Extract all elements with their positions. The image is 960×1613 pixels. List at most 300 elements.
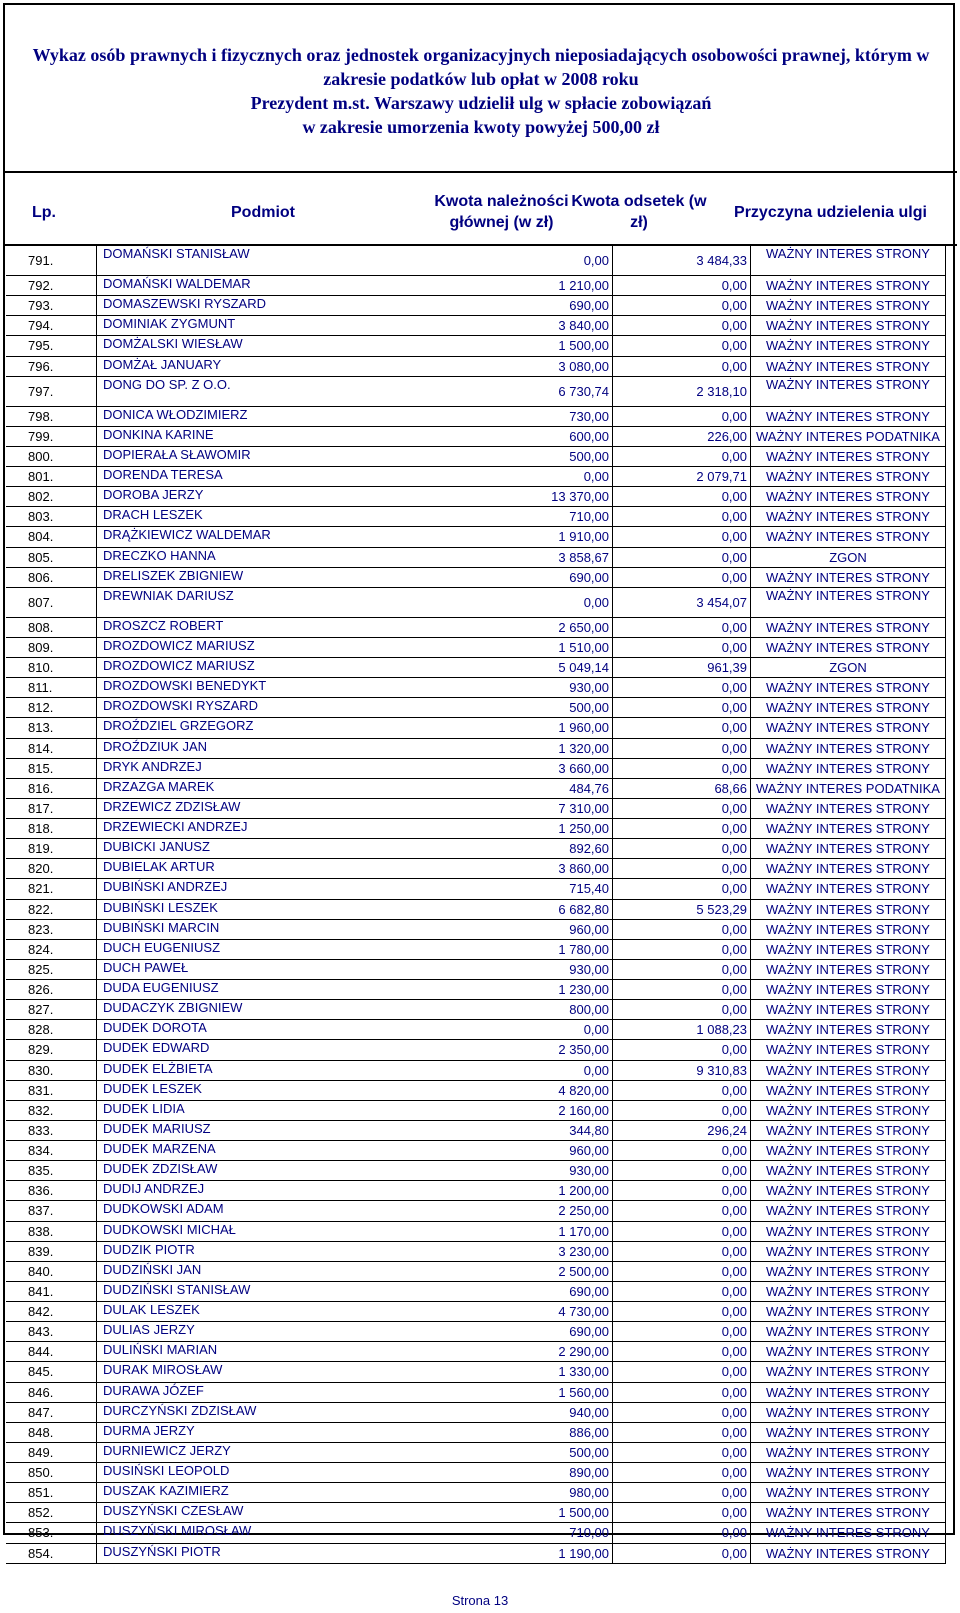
row-kwota-glowna: 4 730,00 [468, 1302, 613, 1322]
row-przyczyna: WAŻNY INTERES STRONY [751, 1281, 946, 1301]
table-row [6, 356, 946, 376]
table-row [6, 698, 946, 718]
row-podmiot: DUSZYŃSKI PIOTR [97, 1543, 469, 1563]
row-lp: 850. [6, 1463, 97, 1483]
row-kwota-glowna: 800,00 [468, 1000, 613, 1020]
row-kwota-glowna: 3 860,00 [468, 859, 613, 879]
row-podmiot: DULIŃSKI MARIAN [97, 1342, 469, 1362]
row-kwota-glowna: 690,00 [468, 567, 613, 587]
row-kwota-odsetek: 0,00 [613, 276, 751, 296]
row-podmiot: DUDEK ZDZISŁAW [97, 1161, 469, 1181]
row-kwota-odsetek: 0,00 [613, 547, 751, 567]
relief-table-body [6, 246, 946, 1563]
table-row [6, 426, 946, 446]
row-kwota-odsetek: 0,00 [613, 1503, 751, 1523]
row-kwota-glowna: 2 500,00 [468, 1261, 613, 1281]
row-podmiot: DUDEK MARIUSZ [97, 1120, 469, 1140]
row-podmiot: DUDEK LESZEK [97, 1080, 469, 1100]
row-lp: 830. [6, 1060, 97, 1080]
row-przyczyna: WAŻNY INTERES STRONY [751, 1020, 946, 1040]
row-lp: 823. [6, 919, 97, 939]
row-lp: 806. [6, 567, 97, 587]
row-kwota-glowna: 3 840,00 [468, 316, 613, 336]
column-header-przyczyna: Przyczyna udzielenia ulgi [734, 203, 927, 221]
row-przyczyna: WAŻNY INTERES STRONY [751, 939, 946, 959]
row-podmiot: DOMŻAŁ JANUARY [97, 356, 469, 376]
table-row [6, 547, 946, 567]
row-lp: 813. [6, 718, 97, 738]
row-przyczyna: WAŻNY INTERES STRONY [751, 1402, 946, 1422]
table-row [6, 507, 946, 527]
row-przyczyna: WAŻNY INTERES STRONY [751, 296, 946, 316]
row-podmiot: DRELISZEK ZBIGNIEW [97, 567, 469, 587]
row-podmiot: DURAWA JÓZEF [97, 1382, 469, 1402]
row-podmiot: DULAK LESZEK [97, 1302, 469, 1322]
row-kwota-glowna: 886,00 [468, 1422, 613, 1442]
row-lp: 849. [6, 1442, 97, 1462]
row-podmiot: DROZDOWICZ MARIUSZ [97, 658, 469, 678]
row-podmiot: DUDKOWSKI MICHAŁ [97, 1221, 469, 1241]
table-row [6, 798, 946, 818]
table-row [6, 1040, 946, 1060]
row-lp: 819. [6, 839, 97, 859]
row-lp: 797. [6, 376, 97, 406]
row-kwota-odsetek: 0,00 [613, 1402, 751, 1422]
row-podmiot: DORENDA TERESA [97, 467, 469, 487]
table-row [6, 567, 946, 587]
row-kwota-glowna: 2 290,00 [468, 1342, 613, 1362]
row-podmiot: DURMA JERZY [97, 1422, 469, 1442]
row-kwota-glowna: 6 730,74 [468, 376, 613, 406]
row-kwota-odsetek: 0,00 [613, 1261, 751, 1281]
row-kwota-odsetek: 0,00 [613, 919, 751, 939]
row-lp: 826. [6, 980, 97, 1000]
row-kwota-odsetek: 0,00 [613, 879, 751, 899]
table-row [6, 939, 946, 959]
table-row [6, 406, 946, 426]
row-przyczyna: WAŻNY INTERES STRONY [751, 1080, 946, 1100]
row-kwota-odsetek: 0,00 [613, 738, 751, 758]
row-kwota-glowna: 1 560,00 [468, 1382, 613, 1402]
row-kwota-odsetek: 0,00 [613, 507, 751, 527]
table-row [6, 246, 946, 276]
table-row [6, 276, 946, 296]
row-przyczyna: WAŻNY INTERES STRONY [751, 376, 946, 406]
row-kwota-glowna: 1 250,00 [468, 819, 613, 839]
row-lp: 810. [6, 658, 97, 678]
row-przyczyna: WAŻNY INTERES STRONY [751, 316, 946, 336]
row-kwota-glowna: 710,00 [468, 1523, 613, 1543]
row-przyczyna: WAŻNY INTERES STRONY [751, 1442, 946, 1462]
row-podmiot: DONICA WŁODZIMIERZ [97, 406, 469, 426]
row-lp: 801. [6, 467, 97, 487]
row-przyczyna: WAŻNY INTERES STRONY [751, 1302, 946, 1322]
table-row [6, 1181, 946, 1201]
row-lp: 839. [6, 1241, 97, 1261]
row-kwota-odsetek: 0,00 [613, 446, 751, 466]
row-przyczyna: WAŻNY INTERES STRONY [751, 718, 946, 738]
row-lp: 808. [6, 617, 97, 637]
table-row [6, 316, 946, 336]
row-lp: 822. [6, 899, 97, 919]
row-kwota-glowna: 13 370,00 [468, 487, 613, 507]
row-przyczyna: WAŻNY INTERES STRONY [751, 446, 946, 466]
row-lp: 827. [6, 1000, 97, 1020]
row-kwota-odsetek: 0,00 [613, 1161, 751, 1181]
table-row [6, 1080, 946, 1100]
row-przyczyna: WAŻNY INTERES STRONY [751, 1100, 946, 1120]
row-podmiot: DUBICKI JANUSZ [97, 839, 469, 859]
table-row [6, 1120, 946, 1140]
row-przyczyna: WAŻNY INTERES STRONY [751, 567, 946, 587]
row-przyczyna: WAŻNY INTERES STRONY [751, 1523, 946, 1543]
row-kwota-glowna: 2 160,00 [468, 1100, 613, 1120]
row-lp: 817. [6, 798, 97, 818]
row-lp: 802. [6, 487, 97, 507]
row-podmiot: DROSZCZ ROBERT [97, 617, 469, 637]
row-lp: 820. [6, 859, 97, 879]
row-lp: 798. [6, 406, 97, 426]
row-podmiot: DRZEWIECKI ANDRZEJ [97, 819, 469, 839]
table-row [6, 446, 946, 466]
row-kwota-glowna: 7 310,00 [468, 798, 613, 818]
row-lp: 809. [6, 637, 97, 657]
row-lp: 814. [6, 738, 97, 758]
row-podmiot: DUDEK MARZENA [97, 1141, 469, 1161]
row-przyczyna: WAŻNY INTERES STRONY [751, 637, 946, 657]
row-lp: 852. [6, 1503, 97, 1523]
row-lp: 854. [6, 1543, 97, 1563]
row-kwota-glowna: 600,00 [468, 426, 613, 446]
row-podmiot: DOMŻALSKI WIESŁAW [97, 336, 469, 356]
row-przyczyna: WAŻNY INTERES STRONY [751, 1221, 946, 1241]
row-kwota-odsetek: 3 484,33 [613, 246, 751, 276]
row-kwota-odsetek: 0,00 [613, 798, 751, 818]
row-kwota-glowna: 1 500,00 [468, 1503, 613, 1523]
row-przyczyna: WAŻNY INTERES STRONY [751, 798, 946, 818]
table-row [6, 959, 946, 979]
row-kwota-odsetek: 2 318,10 [613, 376, 751, 406]
row-przyczyna: WAŻNY INTERES STRONY [751, 1141, 946, 1161]
row-kwota-odsetek: 68,66 [613, 778, 751, 798]
row-lp: 840. [6, 1261, 97, 1281]
row-podmiot: DROŹDZIEL GRZEGORZ [97, 718, 469, 738]
document-title [5, 43, 957, 139]
row-przyczyna: WAŻNY INTERES STRONY [751, 467, 946, 487]
column-header-kwota-odsetek: Kwota odsetek (w zł) [571, 193, 707, 231]
row-kwota-odsetek: 0,00 [613, 718, 751, 738]
row-przyczyna: WAŻNY INTERES STRONY [751, 1463, 946, 1483]
row-kwota-odsetek: 0,00 [613, 819, 751, 839]
table-row [6, 587, 946, 617]
table-row [6, 467, 946, 487]
row-kwota-odsetek: 2 079,71 [613, 467, 751, 487]
row-podmiot: DRACH LESZEK [97, 507, 469, 527]
row-podmiot: DONKINA KARINE [97, 426, 469, 446]
row-przyczyna: WAŻNY INTERES STRONY [751, 1483, 946, 1503]
row-lp: 844. [6, 1342, 97, 1362]
row-kwota-odsetek: 5 523,29 [613, 899, 751, 919]
table-row [6, 1281, 946, 1301]
title-line-4: w zakresie umorzenia kwoty powyżej 500,00 zł [302, 117, 660, 137]
row-kwota-odsetek: 0,00 [613, 1523, 751, 1543]
row-przyczyna: WAŻNY INTERES STRONY [751, 1422, 946, 1442]
table-row [6, 1483, 946, 1503]
row-kwota-glowna: 890,00 [468, 1463, 613, 1483]
row-kwota-glowna: 930,00 [468, 959, 613, 979]
row-podmiot: DROZDOWICZ MARIUSZ [97, 637, 469, 657]
row-podmiot: DROŹDZIUK JAN [97, 738, 469, 758]
table-row [6, 718, 946, 738]
table-row [6, 899, 946, 919]
table-row [6, 980, 946, 1000]
row-podmiot: DUSZAK KAZIMIERZ [97, 1483, 469, 1503]
row-podmiot: DURAK MIROSŁAW [97, 1362, 469, 1382]
row-lp: 815. [6, 758, 97, 778]
title-line-1: Wykaz osób prawnych i fizycznych oraz jednostek organizacyjnych nieposiadających osobowości prawnej, którym w [32, 45, 930, 65]
row-kwota-odsetek: 0,00 [613, 1080, 751, 1100]
table-row [6, 738, 946, 758]
row-kwota-odsetek: 296,24 [613, 1120, 751, 1140]
row-kwota-glowna: 980,00 [468, 1483, 613, 1503]
row-kwota-glowna: 6 682,80 [468, 899, 613, 919]
row-lp: 804. [6, 527, 97, 547]
row-lp: 812. [6, 698, 97, 718]
row-kwota-glowna: 3 858,67 [468, 547, 613, 567]
row-przyczyna: WAŻNY INTERES STRONY [751, 839, 946, 859]
row-lp: 848. [6, 1422, 97, 1442]
relief-table [6, 246, 946, 1564]
row-kwota-odsetek: 9 310,83 [613, 1060, 751, 1080]
row-przyczyna: WAŻNY INTERES STRONY [751, 1120, 946, 1140]
row-przyczyna: WAŻNY INTERES STRONY [751, 738, 946, 758]
row-podmiot: DUDZIK PIOTR [97, 1241, 469, 1261]
table-row [6, 336, 946, 356]
row-kwota-glowna: 1 190,00 [468, 1543, 613, 1563]
table-row [6, 617, 946, 637]
row-kwota-odsetek: 1 088,23 [613, 1020, 751, 1040]
row-lp: 846. [6, 1382, 97, 1402]
table-row [6, 1463, 946, 1483]
row-przyczyna: WAŻNY INTERES STRONY [751, 507, 946, 527]
row-kwota-odsetek: 0,00 [613, 980, 751, 1000]
row-przyczyna: WAŻNY INTERES STRONY [751, 587, 946, 617]
row-kwota-glowna: 1 780,00 [468, 939, 613, 959]
table-row [6, 758, 946, 778]
row-lp: 831. [6, 1080, 97, 1100]
row-podmiot: DOMINIAK ZYGMUNT [97, 316, 469, 336]
row-kwota-odsetek: 0,00 [613, 356, 751, 376]
row-kwota-glowna: 930,00 [468, 1161, 613, 1181]
row-przyczyna: WAŻNY INTERES STRONY [751, 859, 946, 879]
row-podmiot: DURNIEWICZ JERZY [97, 1442, 469, 1462]
row-kwota-glowna: 730,00 [468, 406, 613, 426]
row-kwota-odsetek: 0,00 [613, 406, 751, 426]
row-kwota-odsetek: 0,00 [613, 1322, 751, 1342]
row-kwota-odsetek: 0,00 [613, 1241, 751, 1261]
row-kwota-odsetek: 0,00 [613, 1422, 751, 1442]
row-lp: 845. [6, 1362, 97, 1382]
row-przyczyna: WAŻNY INTERES STRONY [751, 1543, 946, 1563]
row-przyczyna: WAŻNY INTERES STRONY [751, 1322, 946, 1342]
table-row [6, 1322, 946, 1342]
row-przyczyna: WAŻNY INTERES STRONY [751, 1241, 946, 1261]
table-row [6, 1422, 946, 1442]
row-kwota-odsetek: 0,00 [613, 1342, 751, 1362]
row-przyczyna: WAŻNY INTERES STRONY [751, 1040, 946, 1060]
row-lp: 833. [6, 1120, 97, 1140]
table-row [6, 1503, 946, 1523]
row-kwota-glowna: 1 320,00 [468, 738, 613, 758]
row-przyczyna: WAŻNY INTERES STRONY [751, 1503, 946, 1523]
row-podmiot: DUBIŃSKI MARCIN [97, 919, 469, 939]
row-kwota-glowna: 2 350,00 [468, 1040, 613, 1060]
row-podmiot: DUCH PAWEŁ [97, 959, 469, 979]
row-lp: 851. [6, 1483, 97, 1503]
row-lp: 853. [6, 1523, 97, 1543]
row-kwota-odsetek: 0,00 [613, 1221, 751, 1241]
title-line-3: Prezydent m.st. Warszawy udzielił ulg w spłacie zobowiązań [250, 93, 712, 113]
row-kwota-odsetek: 0,00 [613, 758, 751, 778]
row-lp: 829. [6, 1040, 97, 1060]
row-kwota-odsetek: 0,00 [613, 678, 751, 698]
row-przyczyna: WAŻNY INTERES STRONY [751, 698, 946, 718]
row-lp: 834. [6, 1141, 97, 1161]
row-podmiot: DUDEK DOROTA [97, 1020, 469, 1040]
row-kwota-glowna: 500,00 [468, 446, 613, 466]
row-lp: 811. [6, 678, 97, 698]
table-row [6, 1362, 946, 1382]
row-kwota-glowna: 2 250,00 [468, 1201, 613, 1221]
row-podmiot: DOMASZEWSKI RYSZARD [97, 296, 469, 316]
table-row [6, 859, 946, 879]
row-kwota-odsetek: 0,00 [613, 1302, 751, 1322]
row-podmiot: DREWNIAK DARIUSZ [97, 587, 469, 617]
row-kwota-odsetek: 0,00 [613, 637, 751, 657]
row-kwota-odsetek: 0,00 [613, 336, 751, 356]
row-lp: 803. [6, 507, 97, 527]
row-kwota-odsetek: 0,00 [613, 1362, 751, 1382]
row-przyczyna: WAŻNY INTERES STRONY [751, 617, 946, 637]
row-kwota-glowna: 940,00 [468, 1402, 613, 1422]
row-przyczyna: WAŻNY INTERES STRONY [751, 879, 946, 899]
table-row [6, 1161, 946, 1181]
row-przyczyna: WAŻNY INTERES STRONY [751, 1000, 946, 1020]
row-kwota-glowna: 690,00 [468, 1322, 613, 1342]
row-lp: 799. [6, 426, 97, 446]
table-row [6, 1302, 946, 1322]
row-kwota-odsetek: 0,00 [613, 617, 751, 637]
row-kwota-glowna: 2 650,00 [468, 617, 613, 637]
row-kwota-odsetek: 0,00 [613, 859, 751, 879]
row-przyczyna: WAŻNY INTERES STRONY [751, 246, 946, 276]
row-przyczyna: WAŻNY INTERES STRONY [751, 1161, 946, 1181]
row-lp: 805. [6, 547, 97, 567]
row-kwota-glowna: 892,60 [468, 839, 613, 859]
row-kwota-glowna: 0,00 [468, 1020, 613, 1040]
row-lp: 841. [6, 1281, 97, 1301]
row-lp: 796. [6, 356, 97, 376]
row-podmiot: DUDA EUGENIUSZ [97, 980, 469, 1000]
row-lp: 807. [6, 587, 97, 617]
row-przyczyna: WAŻNY INTERES STRONY [751, 1362, 946, 1382]
row-kwota-glowna: 710,00 [468, 507, 613, 527]
row-podmiot: DONG DO SP. Z O.O. [97, 376, 469, 406]
row-kwota-odsetek: 0,00 [613, 1483, 751, 1503]
row-przyczyna: ZGON [751, 547, 946, 567]
row-podmiot: DUDEK LIDIA [97, 1100, 469, 1120]
row-podmiot: DROZDOWSKI RYSZARD [97, 698, 469, 718]
row-kwota-glowna: 1 230,00 [468, 980, 613, 1000]
table-row [6, 296, 946, 316]
row-kwota-glowna: 960,00 [468, 1141, 613, 1161]
row-kwota-glowna: 1 960,00 [468, 718, 613, 738]
row-podmiot: DRECZKO HANNA [97, 547, 469, 567]
table-row [6, 1261, 946, 1281]
row-kwota-glowna: 3 660,00 [468, 758, 613, 778]
table-row [6, 1221, 946, 1241]
table-row [6, 778, 946, 798]
row-kwota-odsetek: 0,00 [613, 296, 751, 316]
row-kwota-odsetek: 0,00 [613, 1181, 751, 1201]
row-kwota-odsetek: 0,00 [613, 316, 751, 336]
row-przyczyna: WAŻNY INTERES PODATNIKA [751, 426, 946, 446]
row-podmiot: DOMAŃSKI WALDEMAR [97, 276, 469, 296]
row-lp: 824. [6, 939, 97, 959]
row-lp: 832. [6, 1100, 97, 1120]
row-kwota-glowna: 1 330,00 [468, 1362, 613, 1382]
row-przyczyna: WAŻNY INTERES STRONY [751, 959, 946, 979]
row-kwota-glowna: 0,00 [468, 587, 613, 617]
table-row [6, 1402, 946, 1422]
column-header-kwota-glowna: Kwota należności głównej (w zł) [434, 193, 569, 231]
table-row [6, 819, 946, 839]
row-podmiot: DUDZIŃSKI STANISŁAW [97, 1281, 469, 1301]
row-podmiot: DULIAS JERZY [97, 1322, 469, 1342]
table-row [6, 1241, 946, 1261]
row-kwota-glowna: 3 230,00 [468, 1241, 613, 1261]
row-kwota-odsetek: 0,00 [613, 839, 751, 859]
table-row [6, 1382, 946, 1402]
row-kwota-odsetek: 0,00 [613, 487, 751, 507]
row-przyczyna: WAŻNY INTERES STRONY [751, 919, 946, 939]
row-kwota-odsetek: 0,00 [613, 1442, 751, 1462]
row-kwota-odsetek: 0,00 [613, 1201, 751, 1221]
table-row [6, 678, 946, 698]
row-przyczyna: ZGON [751, 658, 946, 678]
column-header-podmiot: Podmiot [231, 203, 295, 221]
table-row [6, 1201, 946, 1221]
row-lp: 847. [6, 1402, 97, 1422]
row-podmiot: DRĄŻKIEWICZ WALDEMAR [97, 527, 469, 547]
table-row [6, 879, 946, 899]
row-lp: 825. [6, 959, 97, 979]
row-przyczyna: WAŻNY INTERES STRONY [751, 1261, 946, 1281]
row-podmiot: DURCZYŃSKI ZDZISŁAW [97, 1402, 469, 1422]
table-row [6, 1543, 946, 1563]
row-kwota-glowna: 1 210,00 [468, 276, 613, 296]
row-lp: 793. [6, 296, 97, 316]
table-row [6, 1060, 946, 1080]
row-podmiot: DUBIŃSKI ANDRZEJ [97, 879, 469, 899]
row-przyczyna: WAŻNY INTERES STRONY [751, 487, 946, 507]
row-kwota-odsetek: 0,00 [613, 1281, 751, 1301]
row-przyczyna: WAŻNY INTERES STRONY [751, 980, 946, 1000]
row-przyczyna: WAŻNY INTERES STRONY [751, 1342, 946, 1362]
row-przyczyna: WAŻNY INTERES STRONY [751, 1181, 946, 1201]
table-row [6, 658, 946, 678]
row-lp: 837. [6, 1201, 97, 1221]
